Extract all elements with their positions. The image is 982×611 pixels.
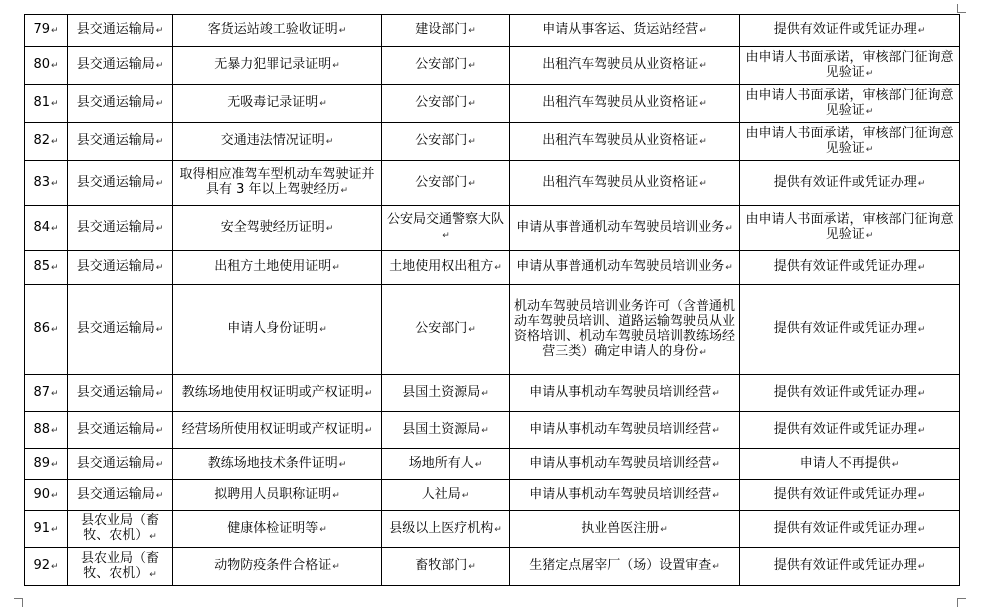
- paragraph-mark-icon: ↵: [660, 524, 668, 535]
- certificate-cell-text: 取得相应准驾车型机动车驾驶证并具有 3 年以上驾驶经历: [179, 167, 375, 197]
- paragraph-mark-icon: ↵: [712, 425, 720, 436]
- paragraph-mark-icon: ↵: [699, 99, 707, 109]
- handling-method-cell-text: 提供有效证件或凭证办理: [773, 22, 917, 37]
- department-cell-text: 县交通运输局: [76, 259, 155, 274]
- paragraph-mark-icon: ↵: [51, 325, 59, 335]
- paragraph-mark-icon: ↵: [364, 388, 373, 399]
- department-cell: [68, 85, 173, 123]
- row-number: [25, 161, 68, 206]
- certificate-cell-text: 动物防疫条件合格证: [214, 558, 332, 573]
- service-item-cell: [510, 47, 740, 85]
- service-item-cell-text: 申请从事机动车驾驶员培训经营: [529, 384, 712, 400]
- certificate-cell-text: 客货运站竣工验收证明: [207, 22, 338, 37]
- paragraph-mark-icon: ↵: [319, 99, 327, 109]
- paragraph-mark-icon: ↵: [468, 137, 476, 147]
- row-number-text: 80: [33, 57, 50, 72]
- paragraph-mark-icon: ↵: [51, 178, 59, 189]
- handling-method-cell: [740, 285, 960, 375]
- row-number-text: 83: [33, 174, 50, 190]
- service-item-cell: [510, 251, 740, 285]
- paragraph-mark-icon: ↵: [51, 425, 59, 436]
- row-number: [25, 375, 68, 412]
- certificate-cell: [173, 480, 382, 511]
- department-cell: [68, 511, 173, 548]
- row-number: [25, 206, 68, 251]
- department-cell: [68, 161, 173, 206]
- paragraph-mark-icon: ↵: [51, 223, 59, 234]
- issuer-cell-text: 县国土资源局: [402, 384, 481, 400]
- handling-method-cell: [740, 161, 960, 206]
- service-item-cell: [510, 85, 740, 123]
- row-number: [25, 47, 68, 85]
- paragraph-mark-icon: ↵: [699, 26, 707, 36]
- table-row: [25, 251, 960, 285]
- paragraph-mark-icon: ↵: [468, 26, 476, 36]
- issuer-cell: [382, 511, 510, 548]
- table-row: [25, 123, 960, 161]
- certificate-cell-text: 教练场地技术条件证明: [207, 455, 338, 471]
- department-cell: [68, 123, 173, 161]
- handling-method-cell-text: 提供有效证件或凭证办理: [773, 421, 917, 437]
- paragraph-mark-icon: ↵: [461, 490, 470, 501]
- paragraph-mark-icon: ↵: [319, 325, 327, 335]
- handling-method-cell-text: 提供有效证件或凭证办理: [773, 174, 917, 190]
- paragraph-mark-icon: ↵: [917, 178, 926, 189]
- department-cell-text: 县交通运输局: [76, 455, 155, 471]
- paragraph-mark-icon: ↵: [468, 178, 476, 189]
- paragraph-mark-icon: ↵: [494, 263, 502, 273]
- paragraph-mark-icon: ↵: [338, 26, 347, 36]
- handling-method-cell: [740, 480, 960, 511]
- department-cell-text: 县交通运输局: [76, 22, 155, 37]
- issuer-cell-text: 公安部门: [415, 95, 468, 110]
- certificate-cell: [173, 47, 382, 85]
- department-cell: [68, 375, 173, 412]
- service-item-cell: [510, 206, 740, 251]
- department-cell-text: 县交通运输局: [76, 321, 155, 336]
- service-item-cell: [510, 123, 740, 161]
- handling-method-cell-text: 由申请人书面承诺，审核部门征询意见验证: [745, 212, 954, 242]
- handling-method-cell-text: 提供有效证件或凭证办理: [773, 259, 917, 274]
- issuer-cell: [382, 480, 510, 511]
- table-row: [25, 375, 960, 412]
- row-number-text: 85: [33, 259, 50, 274]
- row-number-text: 89: [33, 455, 50, 471]
- handling-method-cell-text: 提供有效证件或凭证办理: [773, 520, 917, 536]
- row-number: [25, 85, 68, 123]
- row-number: [25, 251, 68, 285]
- paragraph-mark-icon: ↵: [699, 61, 707, 71]
- service-item-cell-text: 出租汽车驾驶员从业资格证: [542, 174, 699, 190]
- paragraph-mark-icon: ↵: [325, 223, 334, 234]
- department-cell-text: 县交通运输局: [76, 174, 155, 190]
- service-item-cell: [510, 161, 740, 206]
- paragraph-mark-icon: ↵: [468, 99, 476, 109]
- paragraph-mark-icon: ↵: [917, 26, 926, 36]
- handling-method-cell: [740, 251, 960, 285]
- handling-method-cell-text: 由申请人书面承诺，审核部门征询意见验证: [745, 49, 954, 80]
- handling-method-cell-text: 提供有效证件或凭证办理: [773, 486, 917, 502]
- certificate-cell: [173, 412, 382, 449]
- department-cell-text: 县交通运输局: [76, 384, 155, 400]
- department-cell-text: 县交通运输局: [76, 95, 155, 110]
- handling-method-cell: [740, 47, 960, 85]
- table-row: [25, 47, 960, 85]
- issuer-cell-text: 公安部门: [415, 321, 468, 336]
- service-item-cell: [510, 480, 740, 511]
- issuer-cell: [382, 375, 510, 412]
- row-number: [25, 285, 68, 375]
- issuer-cell: [382, 161, 510, 206]
- service-item-cell-text: 申请从事机动车驾驶员培训经营: [529, 455, 712, 471]
- certificate-cell-text: 健康体检证明等: [227, 520, 319, 536]
- department-cell: [68, 206, 173, 251]
- department-cell-text: 县交通运输局: [76, 133, 155, 148]
- paragraph-mark-icon: ↵: [481, 425, 489, 436]
- department-cell-text: 县交通运输局: [76, 486, 155, 502]
- paragraph-mark-icon: ↵: [51, 99, 59, 109]
- service-item-cell: [510, 375, 740, 412]
- paragraph-mark-icon: ↵: [155, 178, 164, 189]
- department-cell-text: 县交通运输局: [76, 57, 155, 72]
- paragraph-mark-icon: ↵: [155, 61, 164, 71]
- paragraph-mark-icon: ↵: [442, 231, 450, 241]
- service-item-cell-text: 申请从事普通机动车驾驶员培训业务: [516, 219, 725, 235]
- table-row: [25, 206, 960, 251]
- department-cell: [68, 47, 173, 85]
- issuer-cell-text: 畜牧部门: [415, 558, 468, 573]
- service-item-cell-text: 生猪定点屠宰厂（场）设置审查: [529, 558, 712, 573]
- service-item-cell: [510, 449, 740, 480]
- row-number: [25, 449, 68, 480]
- issuer-cell-text: 公安部门: [415, 174, 468, 190]
- paragraph-mark-icon: ↵: [149, 532, 157, 542]
- paragraph-mark-icon: ↵: [332, 61, 340, 71]
- paragraph-mark-icon: ↵: [51, 562, 59, 572]
- department-cell: [68, 412, 173, 449]
- issuer-cell: [382, 251, 510, 285]
- service-item-cell-text: 出租汽车驾驶员从业资格证: [542, 57, 699, 72]
- issuer-cell-text: 公安部门: [415, 133, 468, 148]
- paragraph-mark-icon: ↵: [699, 178, 707, 189]
- row-number: [25, 480, 68, 511]
- certificate-cell: [173, 548, 382, 586]
- certificate-cell: [173, 206, 382, 251]
- handling-method-cell: [740, 15, 960, 47]
- paragraph-mark-icon: ↵: [917, 388, 926, 399]
- certificate-cell-text: 安全驾驶经历证明: [220, 219, 325, 235]
- paragraph-mark-icon: ↵: [699, 137, 707, 147]
- handling-method-cell-text: 提供有效证件或凭证办理: [773, 558, 917, 573]
- row-number-text: 81: [33, 95, 50, 110]
- row-number-text: 84: [33, 219, 50, 235]
- paragraph-mark-icon: ↵: [149, 569, 157, 580]
- paragraph-mark-icon: ↵: [319, 524, 327, 535]
- service-item-cell-text: 机动车驾驶员培训业务许可（含普通机动车驾驶员培训、道路运输驾驶员从业资格培训、机动车驾驶员培训教练场经营三类）确定申请人的身份: [513, 298, 735, 359]
- table-row: [25, 511, 960, 548]
- paragraph-mark-icon: ↵: [699, 347, 707, 358]
- department-cell-text: 县交通运输局: [76, 421, 155, 437]
- table-row: [25, 449, 960, 480]
- issuer-cell: [382, 412, 510, 449]
- table-row: [25, 15, 960, 47]
- paragraph-mark-icon: ↵: [917, 425, 926, 436]
- service-item-cell: [510, 412, 740, 449]
- service-item-cell-text: 申请从事客运、货运站经营: [542, 22, 699, 37]
- certificate-cell: [173, 285, 382, 375]
- service-item-cell-text: 出租汽车驾驶员从业资格证: [542, 95, 699, 110]
- handling-method-cell-text: 提供有效证件或凭证办理: [773, 321, 917, 336]
- paragraph-mark-icon: ↵: [865, 106, 874, 117]
- handling-method-cell-text: 由申请人书面承诺，审核部门征询意见验证: [745, 125, 954, 156]
- paragraph-mark-icon: ↵: [51, 388, 59, 399]
- certificate-cell-text: 拟聘用人员职称证明: [214, 486, 332, 502]
- paragraph-mark-icon: ↵: [468, 562, 476, 572]
- paragraph-mark-icon: ↵: [712, 490, 720, 501]
- paragraph-mark-icon: ↵: [155, 223, 164, 234]
- handling-method-cell-text: 申请人不再提供: [799, 455, 891, 471]
- certificate-cell: [173, 161, 382, 206]
- paragraph-mark-icon: ↵: [725, 223, 733, 234]
- issuer-cell: [382, 206, 510, 251]
- page-corner-mark: [957, 4, 966, 13]
- certificate-cell-text: 无暴力犯罪记录证明: [214, 57, 332, 72]
- department-cell: [68, 251, 173, 285]
- certificate-cell: [173, 123, 382, 161]
- paragraph-mark-icon: ↵: [865, 68, 874, 79]
- paragraph-mark-icon: ↵: [332, 263, 340, 273]
- table-row: [25, 480, 960, 511]
- department-cell-text: 县农业局（畜牧、农机）: [80, 550, 159, 581]
- paragraph-mark-icon: ↵: [364, 425, 373, 436]
- paragraph-mark-icon: ↵: [725, 263, 733, 273]
- table-row: [25, 285, 960, 375]
- row-number: [25, 15, 68, 47]
- table-row: [25, 161, 960, 206]
- department-cell: [68, 285, 173, 375]
- department-cell: [68, 15, 173, 47]
- service-item-cell-text: 申请从事机动车驾驶员培训经营: [529, 486, 712, 502]
- paragraph-mark-icon: ↵: [155, 99, 164, 109]
- paragraph-mark-icon: ↵: [51, 26, 59, 36]
- issuer-cell: [382, 47, 510, 85]
- paragraph-mark-icon: ↵: [917, 263, 926, 273]
- certificate-cell: [173, 15, 382, 47]
- service-item-cell-text: 申请从事普通机动车驾驶员培训业务: [516, 259, 725, 274]
- paragraph-mark-icon: ↵: [155, 137, 164, 147]
- issuer-cell: [382, 85, 510, 123]
- row-number-text: 91: [33, 520, 50, 536]
- issuer-cell-text: 场地所有人: [408, 455, 474, 471]
- issuer-cell: [382, 123, 510, 161]
- issuer-cell-text: 县级以上医疗机构: [389, 520, 494, 536]
- paragraph-mark-icon: ↵: [481, 388, 489, 399]
- paragraph-mark-icon: ↵: [51, 61, 59, 71]
- row-number-text: 87: [33, 384, 50, 400]
- paragraph-mark-icon: ↵: [468, 325, 476, 335]
- service-item-cell: [510, 285, 740, 375]
- paragraph-mark-icon: ↵: [155, 490, 164, 501]
- paragraph-mark-icon: ↵: [917, 524, 926, 535]
- paragraph-mark-icon: ↵: [155, 325, 164, 335]
- handling-method-cell: [740, 548, 960, 586]
- paragraph-mark-icon: ↵: [917, 562, 926, 572]
- certificate-cell-text: 申请人身份证明: [227, 321, 319, 336]
- service-item-cell-text: 申请从事机动车驾驶员培训经营: [529, 421, 712, 437]
- paragraph-mark-icon: ↵: [474, 459, 483, 470]
- page-corner-mark: [957, 598, 966, 607]
- certificate-cell-text: 无吸毒记录证明: [227, 95, 319, 110]
- paragraph-mark-icon: ↵: [51, 459, 59, 470]
- paragraph-mark-icon: ↵: [494, 524, 502, 535]
- paragraph-mark-icon: ↵: [340, 186, 349, 196]
- certificate-cell: [173, 375, 382, 412]
- service-item-cell: [510, 15, 740, 47]
- issuer-cell-text: 公安部门: [415, 57, 468, 72]
- row-number-text: 82: [33, 133, 50, 148]
- handling-method-cell: [740, 206, 960, 251]
- row-number-text: 79: [33, 22, 50, 37]
- certificate-cell-text: 经营场所使用权证明或产权证明: [181, 421, 364, 437]
- service-item-cell: [510, 511, 740, 548]
- department-cell-text: 县农业局（畜牧、农机）: [80, 513, 159, 543]
- paragraph-mark-icon: ↵: [51, 137, 59, 147]
- table-row: [25, 412, 960, 449]
- paragraph-mark-icon: ↵: [332, 562, 340, 572]
- department-cell-text: 县交通运输局: [76, 219, 155, 235]
- department-cell: [68, 449, 173, 480]
- row-number-text: 88: [33, 421, 50, 437]
- handling-method-cell: [740, 412, 960, 449]
- paragraph-mark-icon: ↵: [51, 263, 59, 273]
- paragraph-mark-icon: ↵: [155, 263, 164, 273]
- issuer-cell: [382, 548, 510, 586]
- issuer-cell: [382, 285, 510, 375]
- certificate-cell: [173, 449, 382, 480]
- row-number: [25, 511, 68, 548]
- paragraph-mark-icon: ↵: [155, 459, 164, 470]
- certificate-cell: [173, 85, 382, 123]
- handling-method-cell: [740, 449, 960, 480]
- row-number: [25, 123, 68, 161]
- issuer-cell-text: 土地使用权出租方: [389, 259, 494, 274]
- paragraph-mark-icon: ↵: [712, 562, 720, 572]
- paragraph-mark-icon: ↵: [891, 459, 900, 470]
- certificate-cell-text: 出租方土地使用证明: [214, 259, 332, 274]
- paragraph-mark-icon: ↵: [332, 490, 340, 501]
- paragraph-mark-icon: ↵: [468, 61, 476, 71]
- paragraph-mark-icon: ↵: [325, 137, 334, 147]
- handling-method-cell: [740, 85, 960, 123]
- issuer-cell-text: 建设部门: [415, 22, 468, 37]
- certificate-cell: [173, 511, 382, 548]
- service-item-cell-text: 执业兽医注册: [581, 520, 660, 536]
- paragraph-mark-icon: ↵: [338, 459, 347, 470]
- certificate-cell: [173, 251, 382, 285]
- paragraph-mark-icon: ↵: [917, 325, 926, 335]
- handling-method-cell: [740, 123, 960, 161]
- paragraph-mark-icon: ↵: [865, 144, 874, 155]
- paragraph-mark-icon: ↵: [155, 425, 164, 436]
- handling-method-cell-text: 由申请人书面承诺，审核部门征询意见验证: [745, 87, 954, 118]
- paragraph-mark-icon: ↵: [865, 231, 874, 241]
- paragraph-mark-icon: ↵: [712, 459, 720, 470]
- department-cell: [68, 480, 173, 511]
- page-corner-mark: [14, 598, 23, 607]
- table-row: [25, 85, 960, 123]
- paragraph-mark-icon: ↵: [155, 26, 164, 36]
- service-item-cell: [510, 548, 740, 586]
- paragraph-mark-icon: ↵: [917, 490, 926, 501]
- table-row: [25, 548, 960, 586]
- handling-method-cell-text: 提供有效证件或凭证办理: [773, 384, 917, 400]
- certificate-cell-text: 教练场地使用权证明或产权证明: [181, 384, 364, 400]
- handling-method-cell: [740, 511, 960, 548]
- row-number-text: 90: [33, 486, 50, 502]
- issuer-cell: [382, 15, 510, 47]
- row-number: [25, 548, 68, 586]
- issuer-cell-text: 公安局交通警察大队: [386, 212, 504, 227]
- issuer-cell-text: 人社局: [421, 486, 461, 502]
- certificate-cell-text: 交通违法情况证明: [220, 133, 325, 148]
- row-number-text: 86: [33, 321, 50, 336]
- paragraph-mark-icon: ↵: [712, 388, 720, 399]
- handling-method-cell: [740, 375, 960, 412]
- service-item-cell-text: 出租汽车驾驶员从业资格证: [542, 133, 699, 148]
- department-cell: [68, 548, 173, 586]
- row-number: [25, 412, 68, 449]
- issuer-cell: [382, 449, 510, 480]
- row-number-text: 92: [33, 558, 50, 573]
- certificate-table: [24, 14, 960, 586]
- paragraph-mark-icon: ↵: [51, 490, 59, 501]
- paragraph-mark-icon: ↵: [155, 388, 164, 399]
- paragraph-mark-icon: ↵: [51, 524, 59, 535]
- issuer-cell-text: 县国土资源局: [402, 421, 481, 437]
